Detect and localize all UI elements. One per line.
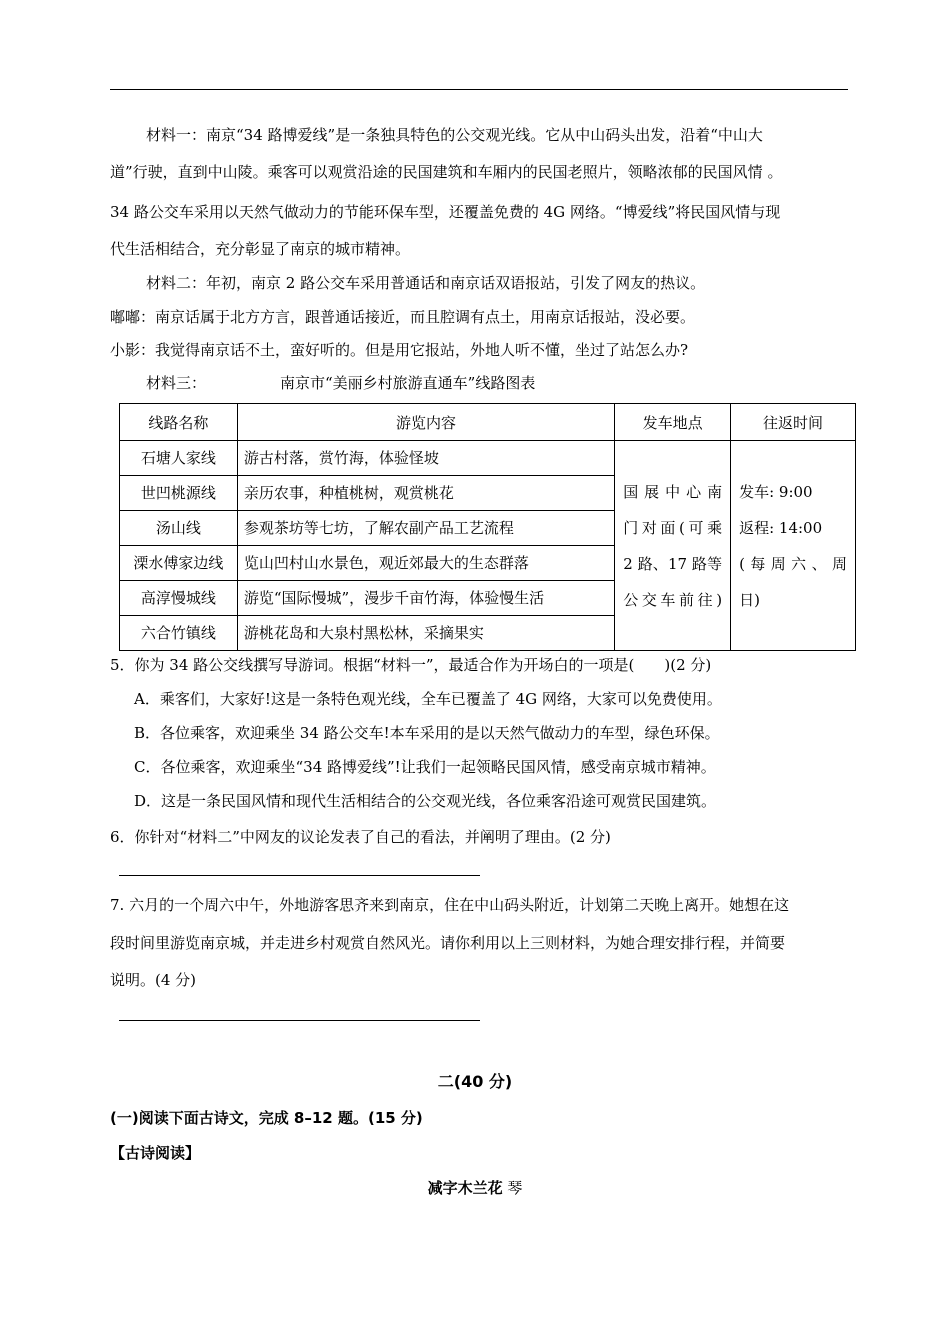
round-trip-time: 发车: 9:00 返程: 14:00 (每周六、周 日) (731, 441, 856, 651)
route-name: 六合竹镇线 (120, 615, 238, 650)
route-content: 参观茶坊等七坊，了解农副产品工艺流程 (237, 510, 614, 545)
route-name: 溧水傅家边线 (120, 545, 238, 580)
route-table (119, 403, 856, 651)
table-header-row (120, 404, 856, 441)
question-7-line-3: 说明。(4 分) (110, 971, 197, 989)
route-content: 游览“国际慢城”，漫步千亩竹海，体验慢生活 (237, 580, 614, 615)
route-content: 览山凹村山水景色，观近郊最大的生态群落 (237, 545, 614, 580)
q6-answer-line[interactable] (119, 875, 480, 876)
material1-line-1: 材料一：南京“34 路博爱线”是一条独具特色的公交观光线。它从中山码头出发，沿着“中山大 (146, 126, 763, 144)
comment-dudu: 嘟嘟：南京话属于北方方言，跟普通话接近，而且腔调有点土，用南京话报站，没必要。 (110, 308, 696, 326)
q5-option-a: A．乘客们，大家好!这是一条特色观光线，全车已覆盖了 4G 网络，大家可以免费使用。 (134, 690, 722, 708)
route-content: 游桃花岛和大泉村黑松林，采摘果实 (237, 615, 614, 650)
q7-answer-line[interactable] (119, 1020, 480, 1021)
question-6-stem: 6．你针对“材料二”中网友的议论发表了自己的看法，并阐明了理由。(2 分) (110, 828, 611, 846)
depart-location: 国展中心南 门对面(可乘 2 路、17 路等 公交车前往) (615, 441, 731, 651)
route-name: 汤山线 (120, 510, 238, 545)
comment-xiaoying: 小影：我觉得南京话不土，蛮好听的。但是用它报站，外地人听不懂，坐过了站怎么办? (110, 341, 689, 359)
poem-title-line (0, 1177, 950, 1199)
material1-label: 材料一： (146, 126, 207, 144)
poem-subtitle: 琴 (507, 1179, 523, 1197)
route-name: 世凹桃源线 (120, 475, 238, 510)
material2-label: 材料二： (146, 274, 207, 292)
header-depart: 发车地点 (615, 404, 731, 441)
section-2-title: 二(40 分) (437, 1072, 513, 1091)
section-2-part-1: (一)阅读下面古诗文，完成 8–12 题。(15 分) (110, 1109, 423, 1127)
header-rule (110, 89, 848, 90)
table-row (120, 441, 856, 476)
q5-option-b: B．各位乘客，欢迎乘坐 34 路公交车!本车采用的是以天然气做动力的车型，绿色环保。 (134, 724, 720, 742)
q5-option-d: D．这是一条民国风情和现代生活相结合的公交观光线，各位乘客沿途可观赏民国建筑。 (134, 792, 717, 810)
material1-line-3: 34 路公交车采用以天然气做动力的节能环保车型，还覆盖免费的 4G 网络。“博爱线”将民国风情与现 (110, 203, 781, 221)
header-route-name: 线路名称 (120, 404, 238, 441)
poetry-heading: 【古诗阅读】 (110, 1144, 201, 1162)
route-content: 亲历农事，种植桃树，观赏桃花 (237, 475, 614, 510)
material1-line-4: 代生活相结合，充分彰显了南京的城市精神。 (110, 240, 411, 258)
route-name: 石塘人家线 (120, 441, 238, 476)
question-5-stem: 5．你为 34 路公交线撰写导游词。根据“材料一”，最适合作为开场白的一项是( )(2 分) (110, 656, 712, 674)
material1-line-2: 道”行驶，直到中山陵。乘客可以观赏沿途的民国建筑和车厢内的民国老照片，领略浓郁的民国风情 。 (110, 163, 783, 181)
q5-option-c: C．各位乘客，欢迎乘坐“34 路博爱线”!让我们一起领略民国风情，感受南京城市精神。 (134, 758, 716, 776)
material3-title: 南京市“美丽乡村旅游直通车”线路图表 (280, 374, 536, 392)
question-7-line-1: 7. 六月的一个周六中午，外地游客思齐来到南京，住在中山码头附近，计划第二天晚上离开。她想在这 (110, 896, 790, 914)
poem-title: 减字木兰花 (427, 1179, 503, 1197)
question-7-line-2: 段时间里游览南京城，并走进乡村观赏自然风光。请你利用以上三则材料，为她合理安排行程，并简要 (110, 934, 786, 952)
route-name: 高淳慢城线 (120, 580, 238, 615)
route-content: 游古村落，赏竹海，体验怪坡 (237, 441, 614, 476)
material3-label: 材料三： (146, 374, 207, 392)
material2-line: 材料二：年初，南京 2 路公交车采用普通话和南京话双语报站，引发了网友的热议。 (146, 274, 706, 292)
header-content: 游览内容 (237, 404, 614, 441)
header-time: 往返时间 (731, 404, 856, 441)
